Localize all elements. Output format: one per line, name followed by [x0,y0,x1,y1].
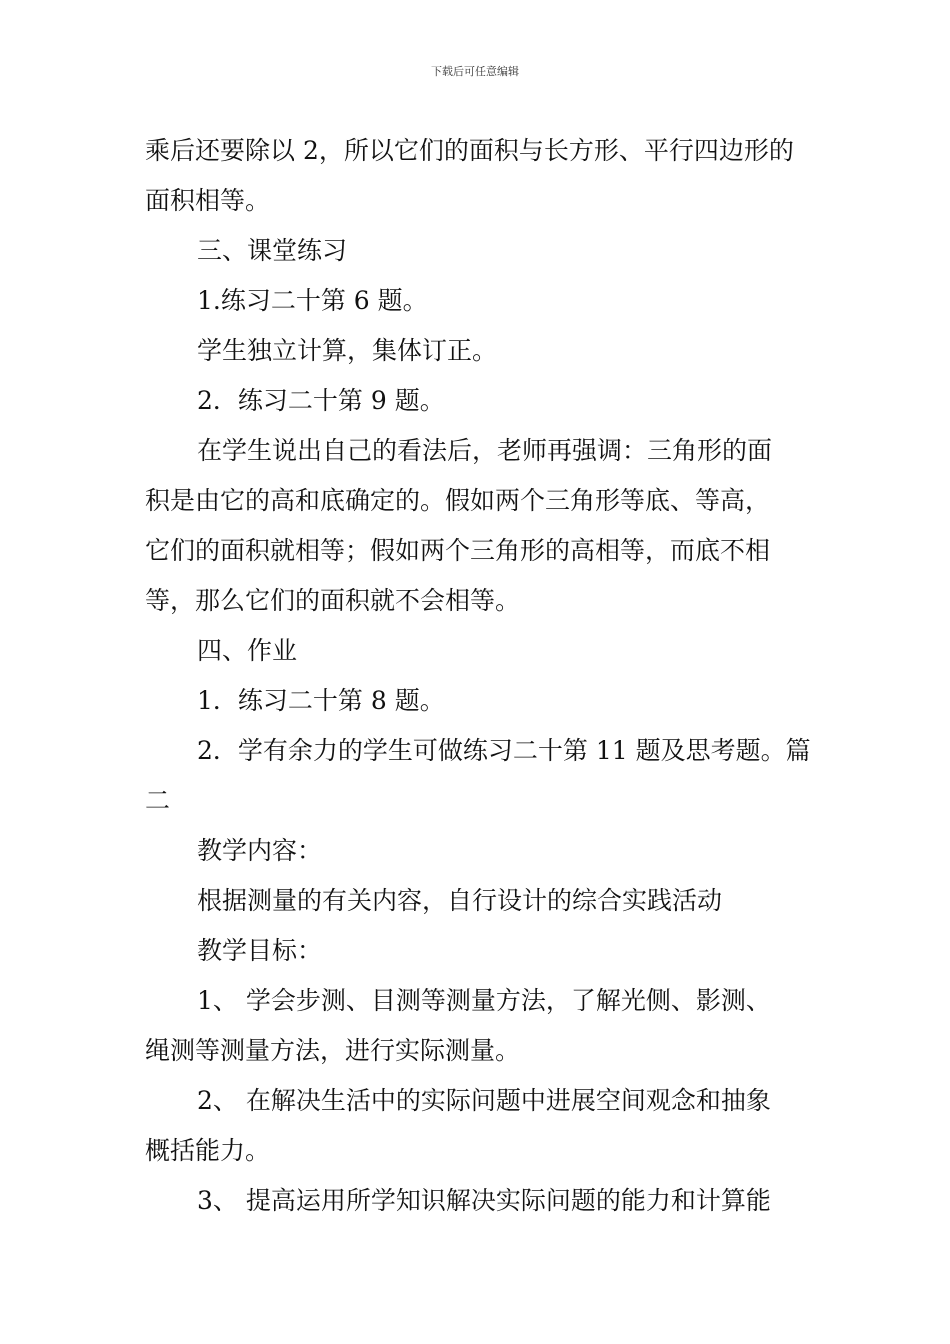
text-line: 教学内容： [197,836,323,865]
text-line: 四、作业 [197,636,298,665]
text-line: 它们的面积就相等；假如两个三角形的高相等，而底不相 [145,536,771,565]
text-line: 1．练习二十第 8 题。 [197,686,445,715]
text-line: 1、 学会步测、目测等测量方法，了解光侧、影测、 [197,986,771,1015]
text-line: 等，那么它们的面积就不会相等。 [145,586,521,615]
text-line: 2、 在解决生活中的实际问题中进展空间观念和抽象 [197,1086,771,1115]
text-line: 根据测量的有关内容，自行设计的综合实践活动 [197,886,723,915]
text-line: 3、 提高运用所学知识解决实际问题的能力和计算能 [197,1186,771,1215]
text-line: 三、课堂练习 [197,236,348,265]
text-line: 2．练习二十第 9 题。 [197,386,445,415]
text-line: 2．学有余力的学生可做练习二十第 11 题及思考题。篇 [197,736,811,765]
text-line: 二 [145,786,171,815]
document-body [145,126,810,1226]
text-line: 乘后还要除以 2，所以它们的面积与长方形、平行四边形的 [145,136,794,165]
text-line: 教学目标： [197,936,323,965]
text-line: 在学生说出自己的看法后，老师再强调：三角形的面 [197,436,773,465]
text-line: 1.练习二十第 6 题。 [197,286,428,315]
text-line: 积是由它的高和底确定的。假如两个三角形等底、等高， [145,486,771,515]
page-header: 下载后可任意编辑 [431,65,519,78]
text-line: 学生独立计算，集体订正。 [197,336,498,365]
text-line: 概括能力。 [145,1136,271,1165]
text-line: 面积相等。 [145,186,271,215]
text-line: 绳测等测量方法，进行实际测量。 [145,1036,521,1065]
